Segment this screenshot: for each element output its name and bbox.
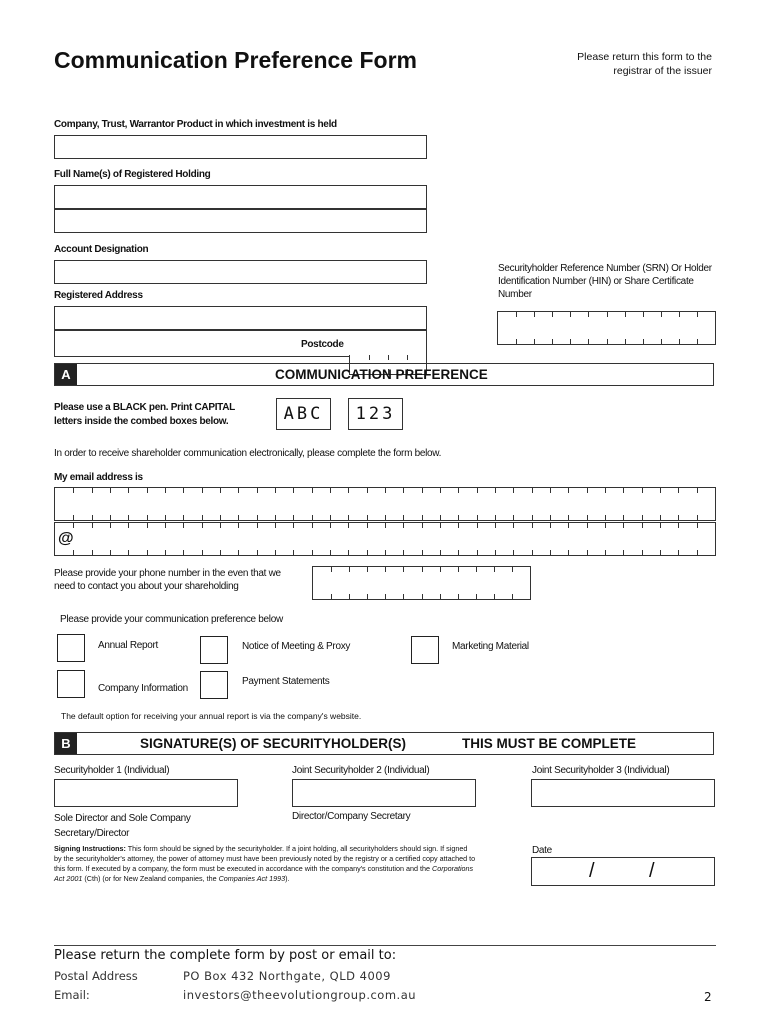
comb-tick xyxy=(220,550,221,555)
comb-tick xyxy=(516,339,517,344)
payment-statements-checkbox[interactable] xyxy=(200,671,228,699)
comb-tick xyxy=(349,594,350,599)
comb-tick xyxy=(147,523,148,528)
comb-tick xyxy=(385,523,386,528)
comb-tick xyxy=(183,515,184,520)
date-field[interactable] xyxy=(531,857,715,886)
signing-instructions-title: Signing Instructions: xyxy=(54,844,126,853)
comb-tick xyxy=(367,515,368,520)
comb-tick xyxy=(128,515,129,520)
comb-tick xyxy=(661,312,662,317)
comb-tick xyxy=(238,515,239,520)
comb-tick xyxy=(422,515,423,520)
comb-tick xyxy=(330,488,331,493)
address-field-2[interactable] xyxy=(54,330,427,357)
comb-tick xyxy=(642,523,643,528)
comb-tick xyxy=(403,488,404,493)
comb-tick xyxy=(534,312,535,317)
comb-tick xyxy=(678,515,679,520)
comb-tick xyxy=(587,488,588,493)
comb-tick xyxy=(660,550,661,555)
comb-tick xyxy=(110,515,111,520)
comb-tick xyxy=(623,550,624,555)
date-label: Date xyxy=(532,845,552,856)
email-comb-field-2[interactable] xyxy=(54,522,716,556)
comb-tick xyxy=(440,523,441,528)
comb-tick xyxy=(550,523,551,528)
role1-label: Sole Director and Sole Company Secretary/Director xyxy=(54,813,191,839)
comb-tick xyxy=(388,355,389,360)
comb-tick xyxy=(165,550,166,555)
comb-tick xyxy=(494,594,495,599)
comb-tick xyxy=(110,523,111,528)
srn-comb-field[interactable] xyxy=(497,311,716,345)
comb-tick xyxy=(165,488,166,493)
section-b-letter: B xyxy=(55,733,77,754)
comb-tick xyxy=(92,515,93,520)
comb-tick xyxy=(147,515,148,520)
comb-tick xyxy=(607,339,608,344)
comb-tick xyxy=(202,488,203,493)
section-a-bar xyxy=(54,363,714,386)
comb-tick xyxy=(587,515,588,520)
comb-tick xyxy=(385,594,386,599)
comb-tick xyxy=(128,523,129,528)
comb-tick xyxy=(440,550,441,555)
comb-tick xyxy=(568,523,569,528)
fullname-label: Full Name(s) of Registered Holding xyxy=(54,169,211,180)
comb-tick xyxy=(331,594,332,599)
comb-tick xyxy=(110,488,111,493)
comb-tick xyxy=(348,523,349,528)
postal-address-label: Postal Address xyxy=(54,969,138,983)
comb-tick xyxy=(642,515,643,520)
comb-tick xyxy=(367,594,368,599)
default-option-note: The default option for receiving your annual report is via the company's website. xyxy=(61,711,362,721)
holder2-label: Joint Securityholder 2 (Individual) xyxy=(292,765,430,776)
comb-tick xyxy=(477,523,478,528)
comb-tick xyxy=(312,515,313,520)
comb-tick xyxy=(661,339,662,344)
page-title: Communication Preference Form xyxy=(54,47,417,73)
comb-tick xyxy=(552,312,553,317)
comb-tick xyxy=(349,567,350,572)
comb-tick xyxy=(588,339,589,344)
comb-tick xyxy=(293,550,294,555)
signing-instructions xyxy=(54,844,476,884)
footer-heading: Please return the complete form by post or email to: xyxy=(54,948,397,963)
srn-label: Securityholder Reference Number (SRN) Or Holder Identification Number (HIN) or Share Certificate Number xyxy=(498,263,712,300)
comb-tick xyxy=(458,594,459,599)
comb-tick xyxy=(623,523,624,528)
marketing-material-checkbox[interactable] xyxy=(411,636,439,664)
comb-tick xyxy=(403,550,404,555)
comb-tick xyxy=(458,515,459,520)
comb-tick xyxy=(73,550,74,555)
comb-tick xyxy=(587,523,588,528)
signing-instructions-mid: (Cth) (or for New Zealand companies, the xyxy=(84,874,217,883)
comb-tick xyxy=(165,523,166,528)
comb-tick xyxy=(516,312,517,317)
comb-tick xyxy=(587,550,588,555)
comb-tick xyxy=(660,488,661,493)
comb-tick xyxy=(513,550,514,555)
phone-label: Please provide your phone number in the even that we need to contact you about your shareholding xyxy=(54,568,281,592)
comb-tick xyxy=(348,550,349,555)
comb-tick xyxy=(697,515,698,520)
comb-tick xyxy=(183,523,184,528)
comb-tick xyxy=(476,594,477,599)
comb-tick xyxy=(403,515,404,520)
comb-tick xyxy=(679,339,680,344)
comb-tick xyxy=(512,594,513,599)
comb-tick xyxy=(458,523,459,528)
comb-tick xyxy=(73,523,74,528)
comb-tick xyxy=(532,488,533,493)
comb-tick xyxy=(257,523,258,528)
electronic-intro: In order to receive shareholder communication electronically, please complete the form below. xyxy=(54,448,442,459)
address-field-1[interactable] xyxy=(54,306,427,330)
section-a-letter: A xyxy=(55,364,77,385)
comb-tick xyxy=(238,523,239,528)
comb-tick xyxy=(275,515,276,520)
comb-tick xyxy=(403,594,404,599)
comb-tick xyxy=(477,488,478,493)
comb-tick xyxy=(532,515,533,520)
comb-tick xyxy=(348,515,349,520)
comb-tick xyxy=(570,312,571,317)
email-label: My email address is xyxy=(54,472,143,483)
comb-tick xyxy=(403,523,404,528)
comb-tick xyxy=(532,550,533,555)
comb-tick xyxy=(643,312,644,317)
comb-tick xyxy=(697,523,698,528)
comb-tick xyxy=(367,567,368,572)
account-field[interactable] xyxy=(54,260,427,284)
comb-tick xyxy=(422,550,423,555)
comb-tick xyxy=(568,550,569,555)
comb-tick xyxy=(458,567,459,572)
comb-tick xyxy=(605,488,606,493)
comb-tick xyxy=(422,488,423,493)
comb-tick xyxy=(128,550,129,555)
comb-tick xyxy=(257,550,258,555)
comb-tick xyxy=(275,550,276,555)
holder1-signature-box[interactable] xyxy=(54,779,238,807)
comb-tick xyxy=(678,523,679,528)
fullname-field-2[interactable] xyxy=(54,209,427,233)
comb-tick xyxy=(532,523,533,528)
comb-tick xyxy=(642,550,643,555)
footer-divider xyxy=(54,945,716,946)
comb-tick xyxy=(367,550,368,555)
postcode-label: Postcode xyxy=(301,339,344,350)
annual-report-checkbox[interactable] xyxy=(57,634,85,662)
comb-tick xyxy=(422,567,423,572)
comb-tick xyxy=(605,523,606,528)
comb-tick xyxy=(476,567,477,572)
comb-tick xyxy=(534,339,535,344)
comb-tick xyxy=(605,515,606,520)
comb-tick xyxy=(293,523,294,528)
company-information-checkbox[interactable] xyxy=(57,670,85,698)
comb-tick xyxy=(477,515,478,520)
phone-comb-field[interactable] xyxy=(312,566,531,600)
annual-report-label: Annual Report xyxy=(98,640,159,651)
comb-tick xyxy=(512,567,513,572)
comb-tick xyxy=(550,550,551,555)
holder3-signature-box[interactable] xyxy=(531,779,715,807)
comb-tick xyxy=(220,515,221,520)
comb-tick xyxy=(183,550,184,555)
comb-tick xyxy=(440,488,441,493)
comb-tick xyxy=(275,488,276,493)
comb-tick xyxy=(440,567,441,572)
comb-tick xyxy=(293,488,294,493)
comb-tick xyxy=(385,488,386,493)
comb-tick xyxy=(385,550,386,555)
comb-tick xyxy=(495,515,496,520)
section-b-bar xyxy=(54,732,714,755)
comb-tick xyxy=(697,312,698,317)
notice-of-meeting-checkbox[interactable] xyxy=(200,636,228,664)
email-value: investors@theevolutiongroup.com.au xyxy=(183,988,417,1002)
comb-tick xyxy=(607,312,608,317)
comb-tick xyxy=(625,339,626,344)
comb-tick xyxy=(697,488,698,493)
return-note: Please return this form to the registrar of the issuer xyxy=(577,51,712,77)
comb-tick xyxy=(331,567,332,572)
comb-tick xyxy=(568,515,569,520)
comb-tick xyxy=(367,523,368,528)
comb-tick xyxy=(422,594,423,599)
comb-tick xyxy=(202,515,203,520)
notice-of-meeting-label: Notice of Meeting & Proxy xyxy=(242,641,351,652)
account-label: Account Designation xyxy=(54,244,149,255)
comb-tick xyxy=(494,567,495,572)
comb-tick xyxy=(257,515,258,520)
comb-tick xyxy=(550,515,551,520)
fullname-field-1[interactable] xyxy=(54,185,427,209)
comb-tick xyxy=(660,515,661,520)
comb-tick xyxy=(495,523,496,528)
comb-tick xyxy=(367,488,368,493)
comb-tick xyxy=(73,488,74,493)
comb-tick xyxy=(697,339,698,344)
corporations-act: Corporations Act 2001 xyxy=(54,864,474,883)
comb-tick xyxy=(440,594,441,599)
comb-tick xyxy=(348,488,349,493)
comb-tick xyxy=(92,488,93,493)
holder2-signature-box[interactable] xyxy=(292,779,476,807)
marketing-material-label: Marketing Material xyxy=(452,641,529,652)
comb-tick xyxy=(369,355,370,360)
comb-tick xyxy=(407,355,408,360)
comb-tick xyxy=(312,523,313,528)
comb-tick xyxy=(202,523,203,528)
comb-tick xyxy=(220,488,221,493)
comb-tick xyxy=(385,515,386,520)
comb-tick xyxy=(458,550,459,555)
comb-tick xyxy=(697,550,698,555)
role2-label: Director/Company Secretary xyxy=(292,811,411,822)
comb-tick xyxy=(147,550,148,555)
comb-tick xyxy=(202,550,203,555)
date-separator-2: / xyxy=(649,860,655,882)
comb-tick xyxy=(73,515,74,520)
example-numbers: 123 xyxy=(348,398,403,430)
comb-tick xyxy=(570,339,571,344)
comb-tick xyxy=(513,515,514,520)
comb-tick xyxy=(238,550,239,555)
comb-tick xyxy=(257,488,258,493)
payment-statements-label: Payment Statements xyxy=(242,676,330,687)
comb-tick xyxy=(330,515,331,520)
comb-tick xyxy=(147,488,148,493)
signing-instructions-end: ). xyxy=(285,874,290,883)
comb-tick xyxy=(330,550,331,555)
email-comb-field-1[interactable] xyxy=(54,487,716,521)
page-number: 2 xyxy=(704,990,712,1004)
comb-tick xyxy=(220,523,221,528)
comb-tick xyxy=(643,339,644,344)
comb-tick xyxy=(165,515,166,520)
comb-tick xyxy=(385,567,386,572)
comb-tick xyxy=(625,312,626,317)
pen-instruction: Please use a BLACK pen. Print CAPITAL letters inside the combed boxes below. xyxy=(54,402,235,427)
comb-tick xyxy=(183,488,184,493)
comb-tick xyxy=(605,550,606,555)
comb-tick xyxy=(128,488,129,493)
companies-act: Companies Act 1993 xyxy=(218,874,286,883)
holder3-label: Joint Securityholder 3 (Individual) xyxy=(532,765,670,776)
comb-tick xyxy=(550,488,551,493)
company-field[interactable] xyxy=(54,135,427,159)
comb-tick xyxy=(588,312,589,317)
example-letters: ABC xyxy=(276,398,331,430)
comb-tick xyxy=(513,488,514,493)
holder1-label: Securityholder 1 (Individual) xyxy=(54,765,170,776)
comb-tick xyxy=(660,523,661,528)
comb-tick xyxy=(678,550,679,555)
address-label: Registered Address xyxy=(54,290,143,301)
comb-tick xyxy=(440,515,441,520)
comb-tick xyxy=(495,488,496,493)
comb-tick xyxy=(678,488,679,493)
company-information-label: Company Information xyxy=(98,683,188,694)
comb-tick xyxy=(293,515,294,520)
email-label-footer: Email: xyxy=(54,988,90,1002)
comb-tick xyxy=(330,523,331,528)
postal-address-value: PO Box 432 Northgate, QLD 4009 xyxy=(183,969,391,983)
comb-tick xyxy=(642,488,643,493)
comb-tick xyxy=(568,488,569,493)
comb-tick xyxy=(312,550,313,555)
preference-label: Please provide your communication preference below xyxy=(60,614,283,625)
comb-tick xyxy=(110,550,111,555)
signing-instructions-text: This form should be signed by the securityholder. If a joint holding, all securityholders should sign. If signed by the securityholder's attorney, the power of attorney must have been previously noted by the registry or a certified copy attached to this form. If executed by a company, the form must be executed in accordance with the company's constitution and the xyxy=(54,844,476,873)
comb-tick xyxy=(312,488,313,493)
comb-tick xyxy=(92,550,93,555)
comb-tick xyxy=(552,339,553,344)
comb-tick xyxy=(513,523,514,528)
comb-tick xyxy=(403,567,404,572)
date-separator-1: / xyxy=(589,860,595,882)
comb-tick xyxy=(275,523,276,528)
comb-tick xyxy=(495,550,496,555)
comb-tick xyxy=(477,550,478,555)
comb-tick xyxy=(623,488,624,493)
comb-tick xyxy=(92,523,93,528)
comb-tick xyxy=(679,312,680,317)
section-b-title: SIGNATURE(S) OF SECURITYHOLDER(S) xyxy=(140,736,406,751)
section-a-title: COMMUNICATION PREFERENCE xyxy=(275,367,488,382)
at-symbol: @ xyxy=(58,530,74,547)
must-complete-note: THIS MUST BE COMPLETE xyxy=(462,736,637,751)
comb-tick xyxy=(238,488,239,493)
comb-tick xyxy=(422,523,423,528)
comb-tick xyxy=(458,488,459,493)
company-label: Company, Trust, Warrantor Product in which investment is held xyxy=(54,119,337,130)
comb-tick xyxy=(623,515,624,520)
